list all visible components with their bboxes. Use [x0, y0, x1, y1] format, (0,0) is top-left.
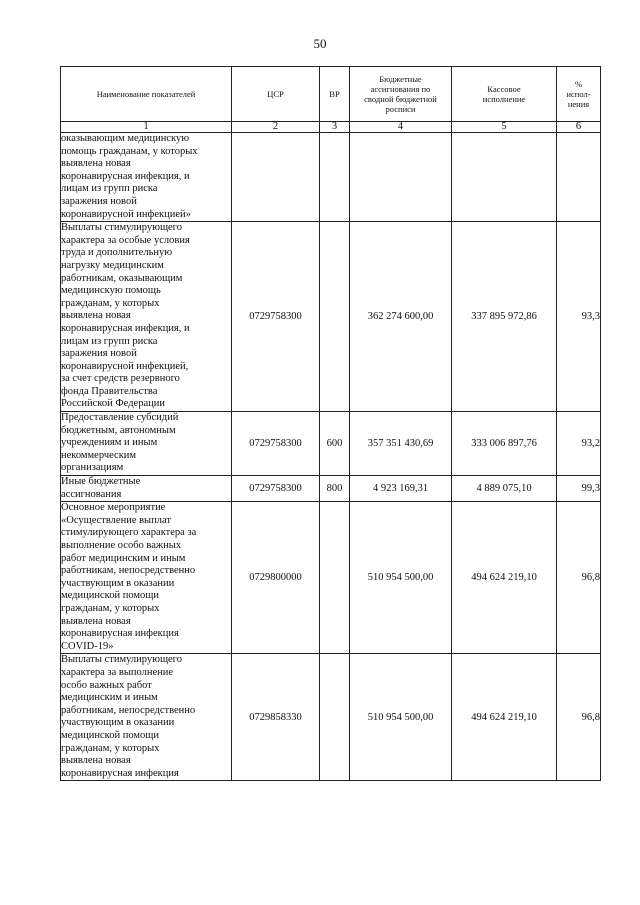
- row-vr: [320, 222, 350, 412]
- row-vr: 800: [320, 476, 350, 502]
- row-percent: 99,3: [557, 476, 601, 502]
- text-line: нения: [567, 99, 590, 109]
- text-line: медицинскую помощь: [61, 285, 161, 297]
- text-line: ВР: [329, 89, 340, 99]
- column-number: 4: [350, 122, 452, 133]
- row-cash: 4 889 075,10: [452, 476, 557, 502]
- table-body: [61, 133, 601, 781]
- text-line: Выплаты стимулирующего: [61, 222, 182, 234]
- text-line: учреждениям и иным: [61, 437, 158, 449]
- text-line: бюджетным, автономным: [61, 424, 176, 436]
- text-line: испол-: [566, 89, 591, 99]
- column-number-row: [61, 122, 601, 133]
- row-cash: [452, 133, 557, 222]
- text-line: медицинским и иным: [61, 692, 158, 704]
- row-percent: 93,3: [557, 222, 601, 412]
- text-line: организациям: [61, 462, 124, 474]
- row-csr: 0729858330: [232, 654, 320, 781]
- text-line: медицинской помощи: [61, 729, 159, 741]
- row-name: [61, 222, 232, 412]
- table-row: [61, 502, 601, 654]
- row-budget: [350, 133, 452, 222]
- text-line: «Осуществление выплат: [61, 514, 171, 526]
- row-cash: 337 895 972,86: [452, 222, 557, 412]
- text-line: ЦСР: [267, 89, 284, 99]
- row-csr: 0729758300: [232, 412, 320, 476]
- text-line: за счет средств резервного: [61, 373, 180, 385]
- header-csr: [232, 67, 320, 122]
- text-line: коронавирусной инфекцией»: [61, 208, 191, 220]
- text-line: выявлена новая: [61, 310, 131, 322]
- text-line: %: [574, 79, 583, 89]
- table-row: [61, 222, 601, 412]
- row-percent: 93,2: [557, 412, 601, 476]
- text-line: ассигнования: [61, 488, 122, 500]
- text-line: работ медицинским и иным: [61, 552, 186, 564]
- row-vr: [320, 654, 350, 781]
- row-csr: 0729758300: [232, 476, 320, 502]
- column-number: 6: [557, 122, 601, 133]
- text-line: оказывающим медицинскую: [61, 133, 190, 144]
- header-vr: [320, 67, 350, 122]
- text-line: коронавирусная инфекция: [61, 628, 179, 640]
- text-line: Наименование показателей: [96, 89, 196, 99]
- column-number: 5: [452, 122, 557, 133]
- row-cash: 494 624 219,10: [452, 502, 557, 654]
- row-budget: 357 351 430,69: [350, 412, 452, 476]
- text-line: коронавирусная инфекция, и: [61, 322, 190, 334]
- text-line: особо важных работ: [61, 679, 152, 691]
- row-vr: 600: [320, 412, 350, 476]
- text-line: Кассовое: [487, 84, 521, 94]
- row-name: [61, 654, 232, 781]
- row-vr: [320, 133, 350, 222]
- header-percent-execution: [557, 67, 601, 122]
- row-budget: 4 923 169,31: [350, 476, 452, 502]
- text-line: гражданам, у которых: [61, 297, 160, 309]
- text-line: характера за особые условия: [61, 234, 190, 246]
- table-row: [61, 412, 601, 476]
- table-header-row: [61, 67, 601, 122]
- row-percent: 96,8: [557, 502, 601, 654]
- text-line: заражения новой: [61, 348, 137, 360]
- text-line: участвующим в оказании: [61, 717, 175, 729]
- text-line: работникам, оказывающим: [61, 272, 183, 284]
- text-line: лицам из групп риска: [61, 335, 158, 347]
- text-line: сводной бюджетной: [364, 94, 437, 104]
- row-percent: 96,8: [557, 654, 601, 781]
- text-line: помощь гражданам, у которых: [61, 145, 198, 157]
- header-cash-execution: [452, 67, 557, 122]
- row-csr: [232, 133, 320, 222]
- row-cash: 333 006 897,76: [452, 412, 557, 476]
- text-line: некоммерческим: [61, 449, 137, 461]
- row-csr: 0729800000: [232, 502, 320, 654]
- text-line: участвующим в оказании: [61, 577, 175, 589]
- text-line: исполнение: [482, 94, 526, 104]
- row-name: [61, 133, 232, 222]
- column-number: 2: [232, 122, 320, 133]
- text-line: характера за выполнение: [61, 666, 174, 678]
- table-row: [61, 476, 601, 502]
- text-line: Иные бюджетные: [61, 476, 141, 488]
- column-number: 1: [61, 122, 232, 133]
- budget-execution-table: [60, 66, 601, 781]
- text-line: медицинской помощи: [61, 590, 159, 602]
- text-line: нагрузку медицинским: [61, 259, 164, 271]
- text-line: гражданам, у которых: [61, 602, 160, 614]
- text-line: Российской Федерации: [61, 398, 165, 410]
- table-row: [61, 654, 601, 781]
- row-percent: [557, 133, 601, 222]
- text-line: Бюджетные: [379, 74, 422, 84]
- text-line: работникам, непосредственно: [61, 704, 196, 716]
- text-line: выявлена новая: [61, 158, 131, 170]
- text-line: выявлена новая: [61, 615, 131, 627]
- text-line: Предоставление субсидий: [61, 412, 179, 424]
- text-line: коронавирусная инфекция: [61, 767, 179, 779]
- text-line: росписи: [385, 104, 416, 114]
- text-line: гражданам, у которых: [61, 742, 160, 754]
- header-budget-allocations: [350, 67, 452, 122]
- text-line: Основное мероприятие: [61, 502, 166, 514]
- row-budget: 510 954 500,00: [350, 502, 452, 654]
- text-line: труда и дополнительную: [61, 247, 173, 259]
- row-name: [61, 476, 232, 502]
- page-number: 50: [313, 36, 327, 51]
- text-line: ассигнования по: [370, 84, 431, 94]
- column-number: 3: [320, 122, 350, 133]
- row-name: [61, 502, 232, 654]
- text-line: коронавирусная инфекция, и: [61, 170, 190, 182]
- header-name: [61, 67, 232, 122]
- row-budget: 362 274 600,00: [350, 222, 452, 412]
- table-row: [61, 133, 601, 222]
- row-csr: 0729758300: [232, 222, 320, 412]
- text-line: фонда Правительства: [61, 385, 158, 397]
- row-cash: 494 624 219,10: [452, 654, 557, 781]
- row-name: [61, 412, 232, 476]
- text-line: лицам из групп риска: [61, 183, 158, 195]
- row-budget: 510 954 500,00: [350, 654, 452, 781]
- row-vr: [320, 502, 350, 654]
- text-line: Выплаты стимулирующего: [61, 654, 182, 666]
- text-line: стимулирующего характера за: [61, 527, 197, 539]
- text-line: коронавирусной инфекцией,: [61, 360, 189, 372]
- text-line: работникам, непосредственно: [61, 565, 196, 577]
- text-line: COVID-19»: [61, 640, 114, 652]
- text-line: заражения новой: [61, 195, 137, 207]
- text-line: выявлена новая: [61, 755, 131, 767]
- text-line: выполнение особо важных: [61, 540, 182, 551]
